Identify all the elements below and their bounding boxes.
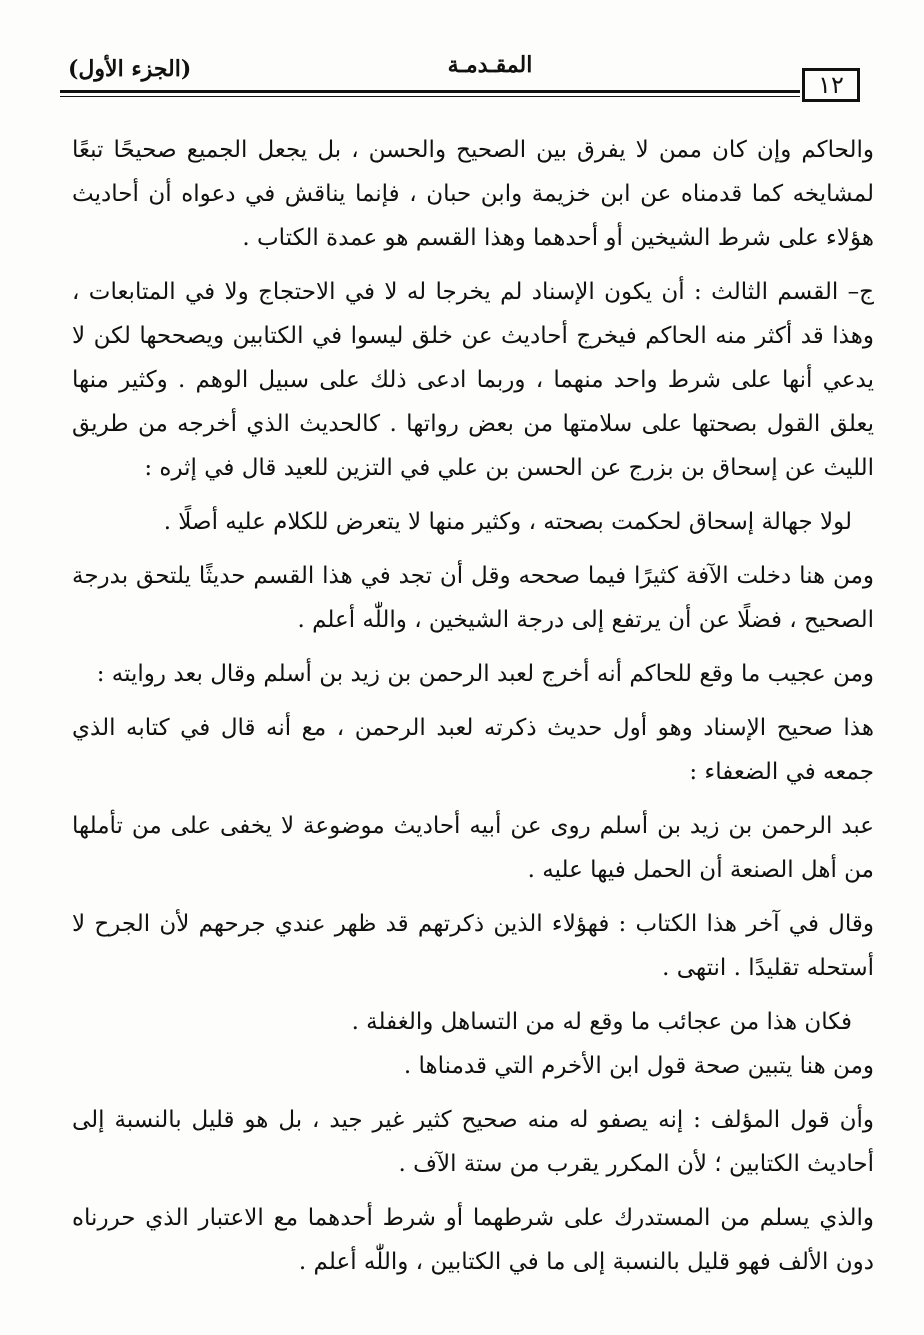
- paragraph: وأن قول المؤلف : إنه يصفو له منه صحيح كثير غير جيد ، بل هو قليل بالنسبة إلى أحاديث الكتابين ؛ لأن المكرر يقرب من ستة الآف .: [72, 1107, 874, 1177]
- paragraph: ومن عجيب ما وقع للحاكم أنه أخرج لعبد الرحمن بن زيد بن أسلم وقال بعد روايته :: [96, 661, 874, 687]
- quote-paragraph: لولا جهالة إسحاق لحكمت بصحته ، وكثير منها لا يتعرض للكلام عليه أصلًا .: [163, 509, 852, 535]
- header-rule: [60, 90, 800, 93]
- page-header: [60, 52, 872, 108]
- paragraph: وقال في آخر هذا الكتاب : فهؤلاء الذين ذكرتهم قد ظهر عندي جرحهم لأن الجرح لا أستحله تقليدًا . انتهى .: [72, 911, 874, 981]
- body-text: [72, 128, 874, 1294]
- paragraph: والحاكم وإن كان ممن لا يفرق بين الصحيح والحسن ، بل يجعل الجميع صحيحًا تبعًا لمشايخه كما قدمناه عن ابن خزيمة وابن حبان ، فإنما يناقش في دعواه أن أحاديث هؤلاء على شرط الشيخين أو أحدهما وهذا القسم هو عمدة الكتاب .: [72, 137, 874, 251]
- page-number: ١٢: [802, 68, 860, 102]
- paragraph: ومن هنا دخلت الآفة كثيرًا فيما صححه وقل أن تجد في هذا القسم حديثًا يلتحق بدرجة الصحيح ، فضلًا عن أن يرتفع إلى درجة الشيخين ، واللّٰه أعلم .: [72, 563, 874, 633]
- paragraph: ج– القسم الثالث : أن يكون الإسناد لم يخرجا له لا في الاحتجاج ولا في المتابعات ، وهذا قد أكثر منه الحاكم فيخرج أحاديث عن خلق ليسوا في الكتابين ويصححها لكن لا يدعي أنها على شرط واحد منهما ، وربما ادعى ذلك على سبيل الوهم . وكثير منها يعلق القول بصحتها على سلامتها من بعض رواتها . كالحديث الذي أخرجه من طريق الليث عن إسحاق بن بزرج عن الحسن بن علي في التزين للعيد قال في إثره :: [72, 279, 874, 481]
- paragraph: فكان هذا من عجائب ما وقع له من التساهل والغفلة .: [351, 1009, 852, 1035]
- header-rule-thin: [60, 96, 800, 97]
- paragraph: عبد الرحمن بن زيد بن أسلم روى عن أبيه أحاديث موضوعة لا يخفى على من تأملها من أهل الصنعة أن الحمل فيها عليه .: [72, 813, 874, 883]
- volume-label: (الجزء الأول): [68, 56, 192, 82]
- chapter-title: المقـدمـة: [447, 52, 533, 78]
- paragraph: ومن هنا يتبين صحة قول ابن الأخرم التي قدمناها .: [403, 1053, 874, 1079]
- paragraph: والذي يسلم من المستدرك على شرطهما أو شرط أحدهما مع الاعتبار الذي حررناه دون الألف فهو قليل بالنسبة إلى ما في الكتابين ، واللّٰه أعلم .: [72, 1205, 874, 1275]
- paragraph: هذا صحيح الإسناد وهو أول حديث ذكرته لعبد الرحمن ، مع أنه قال في كتابه الذي جمعه في الضعفاء :: [72, 715, 874, 785]
